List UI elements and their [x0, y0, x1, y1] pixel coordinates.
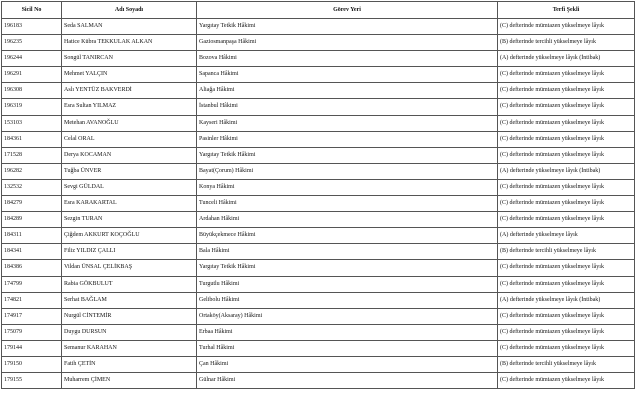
- table-row: [2, 67, 635, 83]
- table-row: [2, 276, 635, 292]
- cell-adi-soyadi: Metehan AVANOĞLU: [62, 115, 197, 131]
- table-row: [2, 356, 635, 372]
- cell-gorev-yeri: Yargıtay Tetkik Hâkimi: [197, 147, 498, 163]
- table-row: [2, 324, 635, 340]
- cell-gorev-yeri: Gelibolu Hâkimi: [197, 292, 498, 308]
- cell-terfi-sekli: (C) defterinde mümtazen yükselmeye lâyık: [498, 179, 635, 195]
- table-row: [2, 373, 635, 389]
- cell-terfi-sekli: (C) defterinde mümtazen yükselmeye lâyık: [498, 276, 635, 292]
- cell-sicil-no: 179150: [2, 356, 62, 372]
- cell-sicil-no: 132532: [2, 179, 62, 195]
- cell-adi-soyadi: Fatih ÇETİN: [62, 356, 197, 372]
- cell-sicil-no: 153103: [2, 115, 62, 131]
- table-row: [2, 35, 635, 51]
- cell-gorev-yeri: Gaziosmanpaşa Hâkimi: [197, 35, 498, 51]
- header-terfi-sekli: Terfi Şekli: [498, 2, 635, 19]
- table-row: [2, 308, 635, 324]
- cell-terfi-sekli: (A) defterinde yükselmeye lâyık (İntibak): [498, 292, 635, 308]
- cell-gorev-yeri: Turgutlu Hâkimi: [197, 276, 498, 292]
- cell-adi-soyadi: Filiz YILDIZ ÇALLI: [62, 244, 197, 260]
- cell-adi-soyadi: Duygu DURSUN: [62, 324, 197, 340]
- cell-adi-soyadi: Sevgi GÜLDAL: [62, 179, 197, 195]
- cell-adi-soyadi: Songül TANIRCAN: [62, 51, 197, 67]
- cell-adi-soyadi: Esra KARAKARTAL: [62, 196, 197, 212]
- cell-terfi-sekli: (C) defterinde mümtazen yükselmeye lâyık: [498, 196, 635, 212]
- cell-terfi-sekli: (C) defterinde mümtazen yükselmeye lâyık: [498, 19, 635, 35]
- cell-terfi-sekli: (C) defterinde mümtazen yükselmeye lâyık: [498, 373, 635, 389]
- cell-sicil-no: 184361: [2, 131, 62, 147]
- table-row: [2, 163, 635, 179]
- cell-adi-soyadi: Vildan ÜNSAL ÇELİKBAŞ: [62, 260, 197, 276]
- cell-gorev-yeri: Turhal Hâkimi: [197, 340, 498, 356]
- table-body: [2, 19, 635, 389]
- cell-terfi-sekli: (C) defterinde mümtazen yükselmeye lâyık: [498, 212, 635, 228]
- table-row: [2, 196, 635, 212]
- cell-sicil-no: 174917: [2, 308, 62, 324]
- table-row: [2, 292, 635, 308]
- cell-gorev-yeri: Büyükçekmece Hâkimi: [197, 228, 498, 244]
- cell-terfi-sekli: (C) defterinde mümtazen yükselmeye lâyık: [498, 99, 635, 115]
- cell-gorev-yeri: Erbaa Hâkimi: [197, 324, 498, 340]
- table-row: [2, 212, 635, 228]
- cell-sicil-no: 196282: [2, 163, 62, 179]
- cell-sicil-no: 196319: [2, 99, 62, 115]
- cell-terfi-sekli: (A) defterinde yükselmeye lâyık (İntibak): [498, 51, 635, 67]
- table-row: [2, 131, 635, 147]
- cell-adi-soyadi: Nurgül CİNTEMİR: [62, 308, 197, 324]
- cell-adi-soyadi: Serhat BAĞLAM: [62, 292, 197, 308]
- cell-sicil-no: 184311: [2, 228, 62, 244]
- cell-gorev-yeri: Yargıtay Tetkik Hâkimi: [197, 19, 498, 35]
- table-row: [2, 340, 635, 356]
- cell-terfi-sekli: (C) defterinde mümtazen yükselmeye lâyık: [498, 67, 635, 83]
- cell-sicil-no: 171528: [2, 147, 62, 163]
- cell-terfi-sekli: (C) defterinde mümtazen yükselmeye lâyık: [498, 83, 635, 99]
- cell-adi-soyadi: Seda SALMAN: [62, 19, 197, 35]
- cell-sicil-no: 184279: [2, 196, 62, 212]
- cell-sicil-no: 184386: [2, 260, 62, 276]
- header-gorev-yeri: Görev Yeri: [197, 2, 498, 19]
- cell-adi-soyadi: Çiğdem AKKURT KOÇOĞLU: [62, 228, 197, 244]
- cell-terfi-sekli: (C) defterinde mümtazen yükselmeye lâyık: [498, 131, 635, 147]
- cell-sicil-no: 196244: [2, 51, 62, 67]
- cell-adi-soyadi: Muharrem ÇİMEN: [62, 373, 197, 389]
- cell-gorev-yeri: Bozova Hâkimi: [197, 51, 498, 67]
- cell-gorev-yeri: Konya Hâkimi: [197, 179, 498, 195]
- cell-adi-soyadi: Semanur KARAHAN: [62, 340, 197, 356]
- header-sicil-no: Sicil No: [2, 2, 62, 19]
- cell-gorev-yeri: Kayseri Hâkimi: [197, 115, 498, 131]
- table-row: [2, 51, 635, 67]
- cell-terfi-sekli: (C) defterinde mümtazen yükselmeye lâyık: [498, 308, 635, 324]
- cell-gorev-yeri: Gülnar Hâkimi: [197, 373, 498, 389]
- cell-terfi-sekli: (C) defterinde mümtazen yükselmeye lâyık: [498, 340, 635, 356]
- cell-terfi-sekli: (C) defterinde mümtazen yükselmeye lâyık: [498, 324, 635, 340]
- cell-adi-soyadi: Hatice Kübra TEKKULAK ALKAN: [62, 35, 197, 51]
- table-row: [2, 83, 635, 99]
- cell-adi-soyadi: Sezgin TURAN: [62, 212, 197, 228]
- cell-adi-soyadi: Mehmet YALÇIN: [62, 67, 197, 83]
- cell-terfi-sekli: (B) defterinde tercihli yükselmeye lâyık: [498, 356, 635, 372]
- cell-gorev-yeri: Bayat(Çorum) Hâkimi: [197, 163, 498, 179]
- table-row: [2, 228, 635, 244]
- cell-gorev-yeri: Ortaköy(Aksaray) Hâkimi: [197, 308, 498, 324]
- cell-gorev-yeri: Çan Hâkimi: [197, 356, 498, 372]
- cell-adi-soyadi: Derya KOCAMAN: [62, 147, 197, 163]
- cell-terfi-sekli: (B) defterinde tercihli yükselmeye lâyık: [498, 35, 635, 51]
- cell-terfi-sekli: (A) defterinde yükselmeye lâyık: [498, 228, 635, 244]
- cell-adi-soyadi: Aslı YENTÜZ BAKVERDİ: [62, 83, 197, 99]
- header-adi-soyadi: Adı Soyadı: [62, 2, 197, 19]
- table-row: [2, 260, 635, 276]
- cell-sicil-no: 196308: [2, 83, 62, 99]
- cell-sicil-no: 179155: [2, 373, 62, 389]
- cell-sicil-no: 196291: [2, 67, 62, 83]
- cell-gorev-yeri: Yargıtay Tetkik Hâkimi: [197, 260, 498, 276]
- cell-terfi-sekli: (C) defterinde mümtazen yükselmeye lâyık: [498, 260, 635, 276]
- table-row: [2, 179, 635, 195]
- cell-gorev-yeri: Aliağa Hâkimi: [197, 83, 498, 99]
- cell-adi-soyadi: Tuğba ÜNVER: [62, 163, 197, 179]
- table-row: [2, 99, 635, 115]
- cell-terfi-sekli: (C) defterinde mümtazen yükselmeye lâyık: [498, 115, 635, 131]
- cell-sicil-no: 174799: [2, 276, 62, 292]
- table-row: [2, 244, 635, 260]
- cell-adi-soyadi: Celal ORAL: [62, 131, 197, 147]
- cell-gorev-yeri: Sapanca Hâkimi: [197, 67, 498, 83]
- promotion-table: [1, 1, 635, 389]
- cell-terfi-sekli: (C) defterinde mümtazen yükselmeye lâyık: [498, 147, 635, 163]
- cell-gorev-yeri: Ardahan Hâkimi: [197, 212, 498, 228]
- cell-sicil-no: 179144: [2, 340, 62, 356]
- cell-sicil-no: 174821: [2, 292, 62, 308]
- cell-adi-soyadi: Rabia GÖKBULUT: [62, 276, 197, 292]
- cell-gorev-yeri: İstanbul Hâkimi: [197, 99, 498, 115]
- cell-terfi-sekli: (A) defterinde yükselmeye lâyık (İntibak): [498, 163, 635, 179]
- cell-terfi-sekli: (B) defterinde tercihli yükselmeye lâyık: [498, 244, 635, 260]
- cell-gorev-yeri: Pasinler Hâkimi: [197, 131, 498, 147]
- table-header-row: [2, 2, 635, 19]
- cell-sicil-no: 196235: [2, 35, 62, 51]
- table-row: [2, 147, 635, 163]
- cell-sicil-no: 175079: [2, 324, 62, 340]
- cell-adi-soyadi: Esra Sultan YILMAZ: [62, 99, 197, 115]
- cell-sicil-no: 196183: [2, 19, 62, 35]
- cell-gorev-yeri: Bala Hâkimi: [197, 244, 498, 260]
- table-row: [2, 19, 635, 35]
- cell-sicil-no: 184289: [2, 212, 62, 228]
- cell-sicil-no: 184341: [2, 244, 62, 260]
- table-row: [2, 115, 635, 131]
- cell-gorev-yeri: Tunceli Hâkimi: [197, 196, 498, 212]
